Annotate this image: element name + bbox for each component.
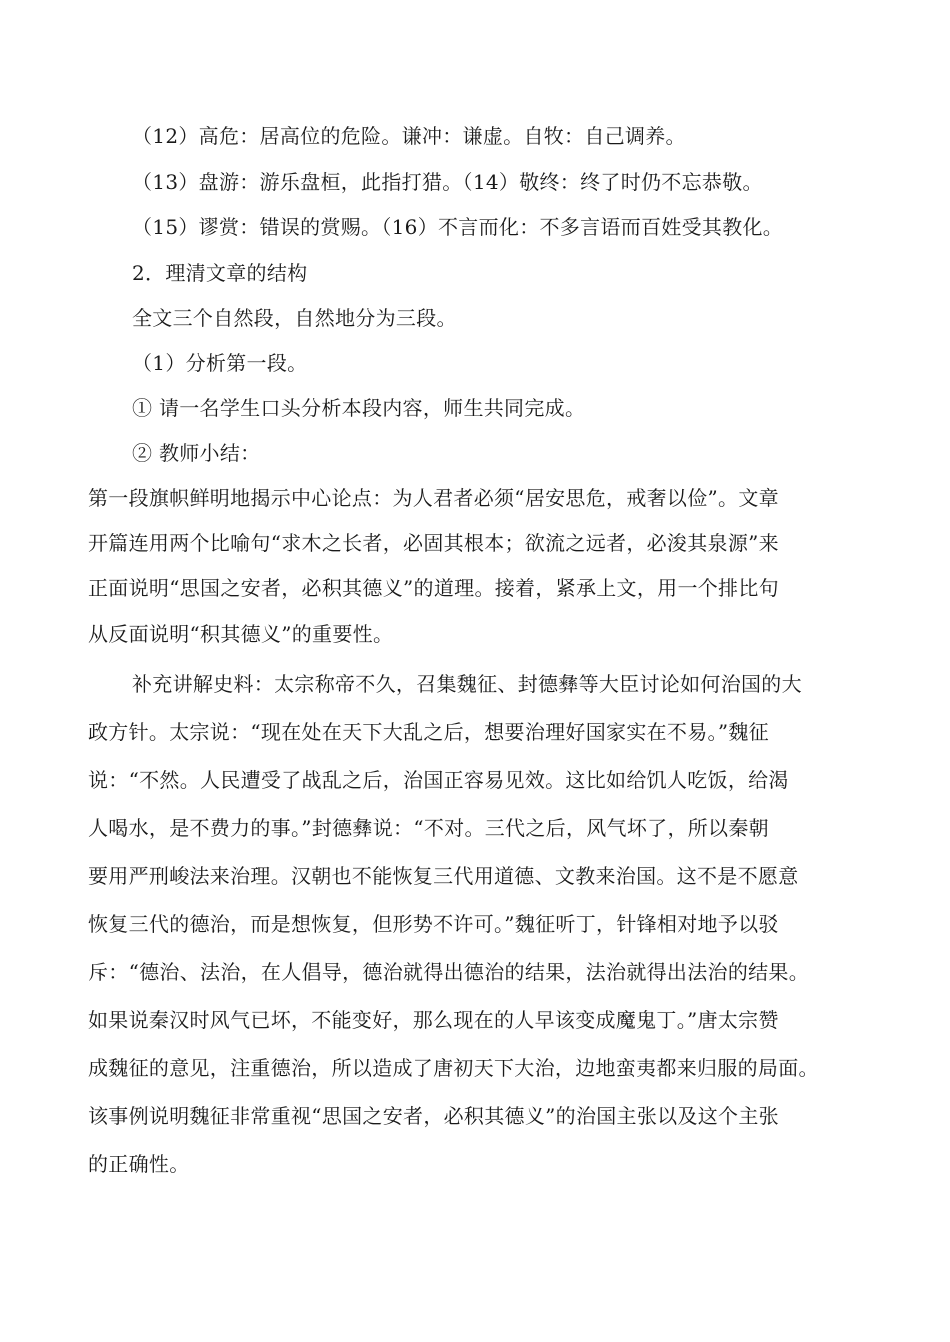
step-one: ① 请一名学生口头分析本段内容，师生共同完成。 [132,396,586,420]
supplement-line: 说：“不然。人民遭受了战乱之后，治国正容易见效。这比如给饥人吃饭，给渴 [88,768,789,792]
note-line-13: （13）盘游：游乐盘桓，此指打猎。（14）敬终：终了时仍不忘恭敬。 [132,170,763,194]
supplement-line: 政方针。太宗说：“现在处在天下大乱之后，想要治理好国家实在不易。”魏征 [88,720,769,744]
supplement-line: 成魏征的意见，注重德治，所以造成了唐初天下大治，边地蛮夷都来归服的局面。 [88,1056,819,1080]
supplement-line: 人喝水，是不费力的事。”封德彝说：“不对。三代之后，风气坏了，所以秦朝 [88,816,769,840]
summary-line: 从反面说明“积其德义”的重要性。 [88,622,394,646]
summary-line: 开篇连用两个比喻句“求木之长者，必固其根本；欲流之远者，必浚其泉源”来 [88,531,779,555]
supplement-line: 的正确性。 [88,1152,190,1176]
supplement-line: 要用严刑峻法来治理。汉朝也不能恢复三代用道德、文教来治国。这不是不愿意 [88,864,799,888]
supplement-line: 斥：“德治、法治，在人倡导，德治就得出德治的结果，法治就得出法治的结果。 [88,960,810,984]
step-two: ② 教师小结： [132,441,261,465]
note-line-12: （12）高危：居高位的危险。谦冲：谦虚。自牧：自己调养。 [132,124,686,148]
supplement-line: 该事例说明魏征非常重视“思国之安者，必积其德义”的治国主张以及这个主张 [88,1104,779,1128]
note-line-15: （15）谬赏：错误的赏赐。（16）不言而化：不多言语而百姓受其教化。 [132,215,784,239]
analysis-title: （1）分析第一段。 [132,351,308,375]
summary-line: 第一段旗帜鲜明地揭示中心论点：为人君者必须“居安思危，戒奢以俭”。文章 [88,486,779,510]
supplement-line: 如果说秦汉时风气已坏，不能变好，那么现在的人早该变成魔鬼丁。”唐太宗赞 [88,1008,779,1032]
structure-intro: 全文三个自然段，自然地分为三段。 [132,306,457,330]
supplement-line: 恢复三代的德治，而是想恢复，但形势不许可。”魏征听丁，针锋相对地予以驳 [88,912,779,936]
section-heading: 2．理清文章的结构 [132,261,308,285]
supplement-line: 补充讲解史料：太宗称帝不久，召集魏征、封德彝等大臣讨论如何治国的大 [132,672,802,696]
summary-line: 正面说明“思国之安者，必积其德义”的道理。接着，紧承上文，用一个排比句 [88,576,779,600]
